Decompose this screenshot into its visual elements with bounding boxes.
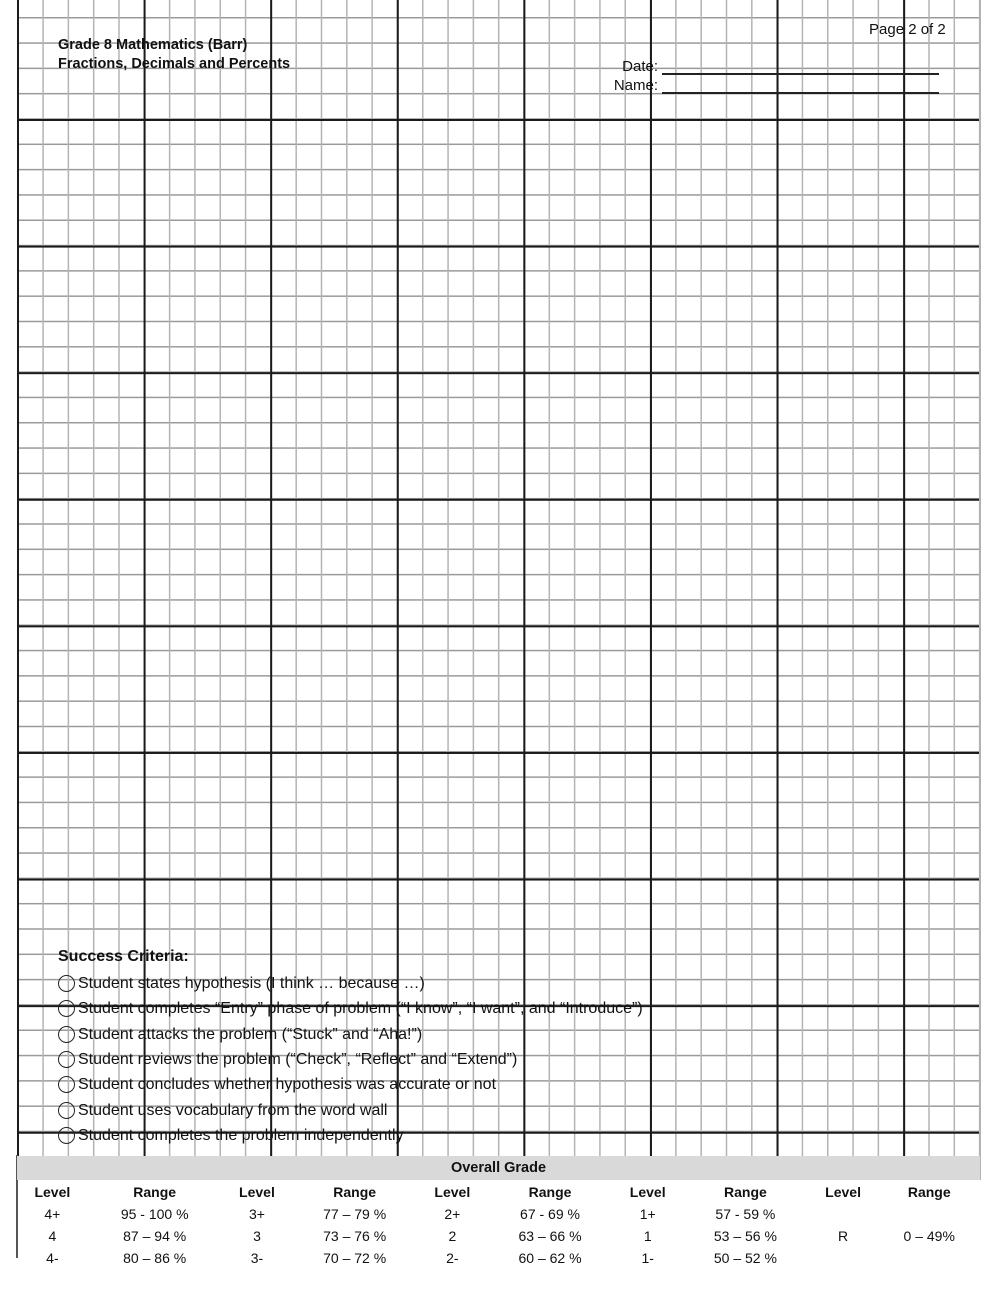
col-header: Level <box>434 1184 471 1200</box>
level-cell: 1+ <box>639 1206 656 1222</box>
course-title: Grade 8 Mathematics (Barr) <box>58 37 248 53</box>
range-cell: 95 - 100 % <box>120 1206 189 1222</box>
table-row <box>17 1225 980 1247</box>
level-cell: 2+ <box>444 1206 461 1222</box>
circle-checkbox-icon[interactable] <box>58 1127 75 1144</box>
level-cell: 4 <box>48 1228 57 1244</box>
name-label: Name: <box>613 77 658 94</box>
range-cell <box>878 1203 980 1225</box>
level-cell: 1 <box>643 1228 652 1244</box>
level-cell: 3+ <box>248 1206 265 1222</box>
col-header: Range <box>133 1184 177 1200</box>
col-header: Level <box>629 1184 666 1200</box>
grid-right-edge <box>979 0 981 1180</box>
col-header: Level <box>825 1184 861 1200</box>
title-block <box>58 36 290 74</box>
table-row <box>17 1203 980 1225</box>
grade-table-header <box>17 1181 980 1203</box>
col-header: Range <box>724 1184 767 1200</box>
range-cell: 63 – 66 % <box>518 1228 582 1244</box>
criteria-item[interactable]: Student completes the problem independently <box>58 1123 643 1148</box>
col-header: Range <box>907 1184 951 1200</box>
range-cell: 0 – 49% <box>903 1228 955 1244</box>
criteria-title: Success Criteria: <box>58 948 189 965</box>
range-cell <box>878 1247 980 1269</box>
level-cell: 2 <box>448 1228 457 1244</box>
level-cell: 4- <box>46 1250 59 1266</box>
level-cell: 3 <box>253 1228 261 1244</box>
col-header: Range <box>333 1184 377 1200</box>
range-cell: 67 - 69 % <box>520 1206 580 1222</box>
range-cell: 50 – 52 % <box>713 1250 777 1266</box>
level-cell: 2- <box>446 1250 459 1266</box>
level-cell: 4+ <box>44 1206 61 1222</box>
date-field[interactable] <box>662 73 939 75</box>
level-cell: R <box>838 1228 849 1244</box>
range-cell: 87 – 94 % <box>123 1228 187 1244</box>
range-cell: 57 - 59 % <box>715 1206 776 1222</box>
circle-checkbox-icon[interactable] <box>58 1102 75 1119</box>
level-cell <box>808 1247 879 1269</box>
grade-table <box>17 1181 980 1269</box>
col-header: Level <box>34 1184 71 1200</box>
level-cell: 1- <box>641 1250 654 1266</box>
success-criteria <box>58 946 643 1148</box>
circle-checkbox-icon[interactable] <box>58 975 75 992</box>
criteria-item[interactable]: Student states hypothesis (I think … because …) <box>58 971 643 996</box>
circle-checkbox-icon[interactable] <box>58 1076 75 1093</box>
col-header: Range <box>528 1184 572 1200</box>
name-field[interactable] <box>662 92 939 94</box>
level-cell: 3- <box>250 1250 264 1266</box>
criteria-item[interactable]: Student completes “Entry” phase of problem (“I know”, “I want”, and “Introduce”) <box>58 996 643 1021</box>
unit-title: Fractions, Decimals and Percents <box>58 56 291 72</box>
table-row <box>17 1247 980 1269</box>
criteria-item[interactable]: Student attacks the problem (“Stuck” and “Aha!”) <box>58 1022 643 1047</box>
range-cell: 70 – 72 % <box>323 1250 387 1266</box>
range-cell: 53 – 56 % <box>713 1228 777 1244</box>
criteria-item[interactable]: Student concludes whether hypothesis was accurate or not <box>58 1072 643 1097</box>
circle-checkbox-icon[interactable] <box>58 1000 75 1017</box>
criteria-item[interactable]: Student uses vocabulary from the word wall <box>58 1097 643 1122</box>
range-cell: 77 – 79 % <box>323 1206 387 1222</box>
criteria-item[interactable]: Student reviews the problem (“Check”, “Reflect” and “Extend”) <box>58 1047 643 1072</box>
overall-grade-title: Overall Grade <box>450 1160 547 1176</box>
range-cell: 73 – 76 % <box>323 1228 387 1244</box>
circle-checkbox-icon[interactable] <box>58 1051 75 1068</box>
range-cell: 80 – 86 % <box>123 1250 187 1266</box>
level-cell <box>808 1203 879 1225</box>
circle-checkbox-icon[interactable] <box>58 1026 75 1043</box>
col-header: Level <box>239 1184 275 1200</box>
date-label: Date: <box>622 58 658 75</box>
page-number: Page 2 of 2 <box>869 21 946 38</box>
range-cell: 60 – 62 % <box>518 1250 582 1266</box>
